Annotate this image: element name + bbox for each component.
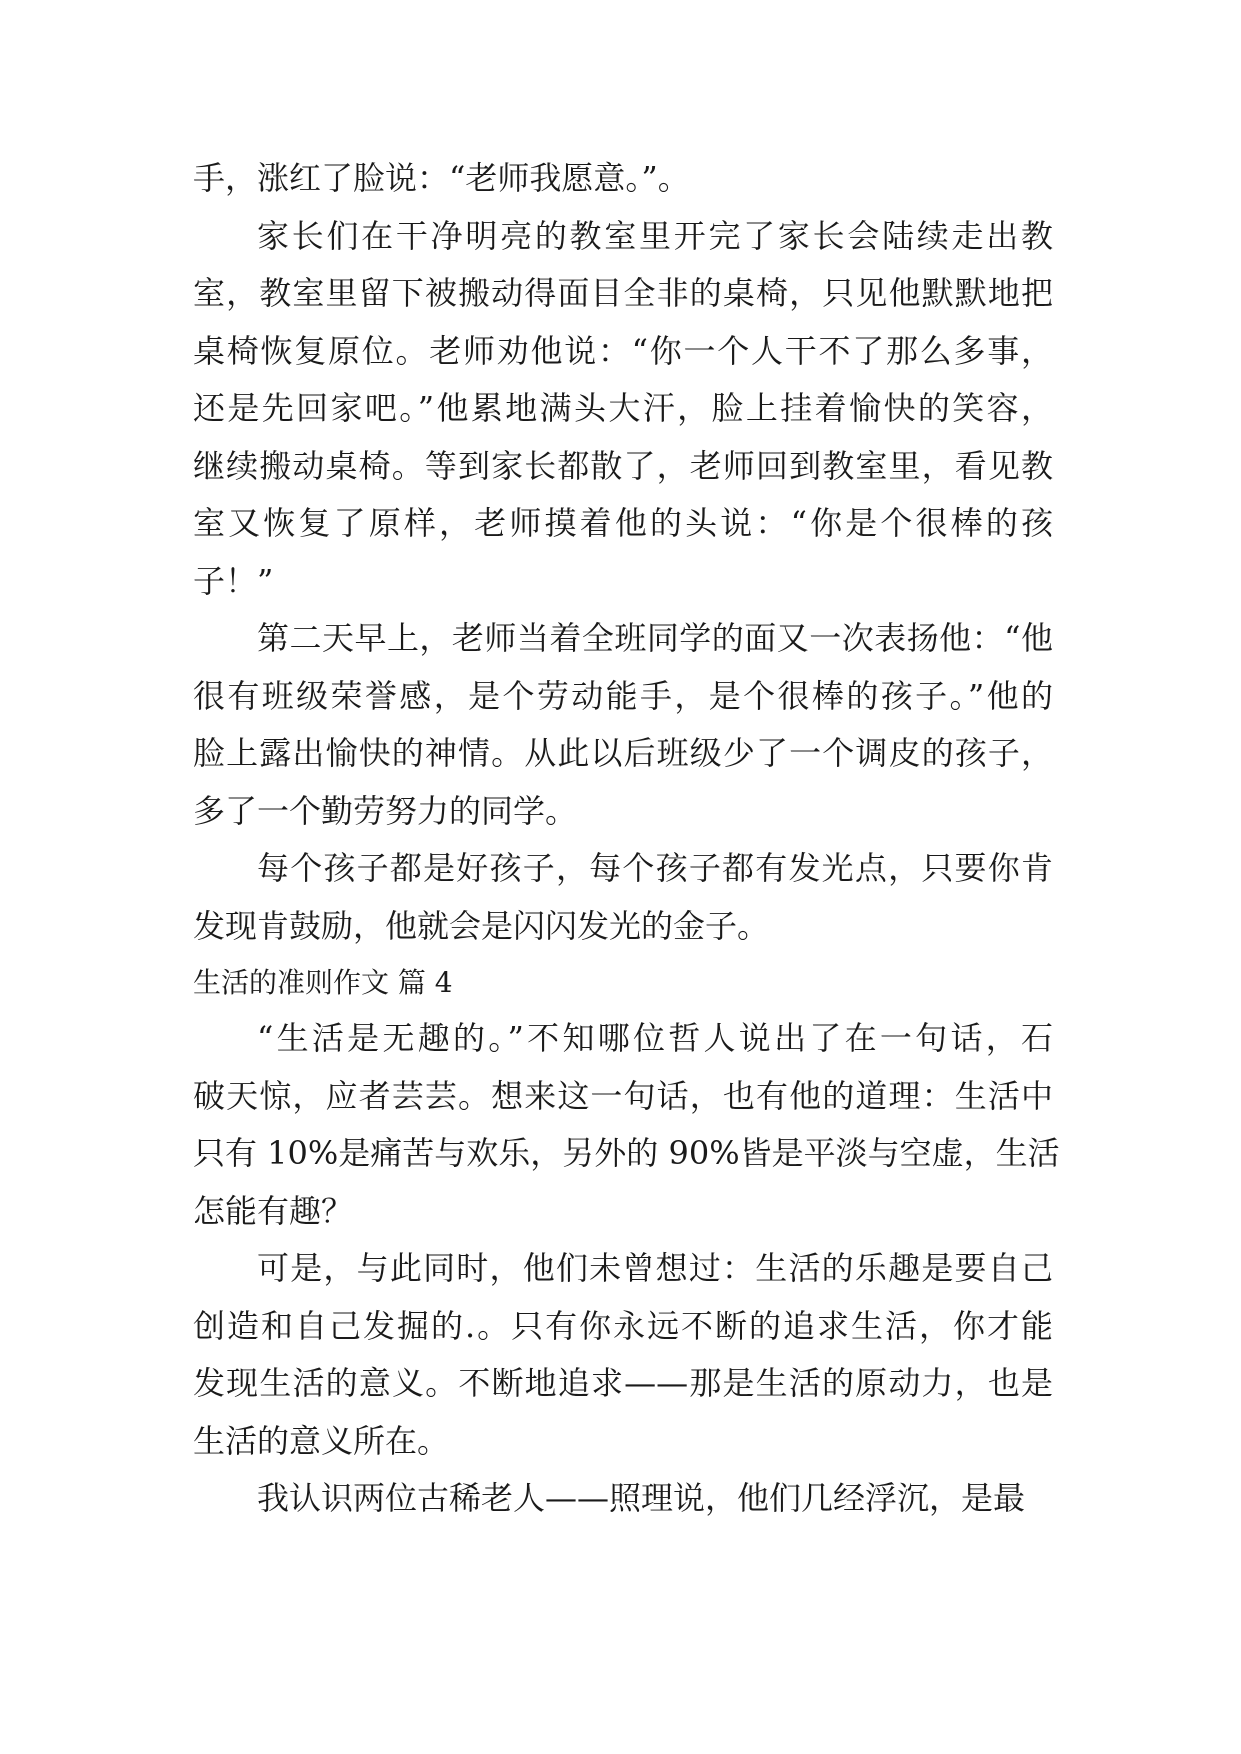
paragraph-line: 还是先回家吧。”他累地满头大汗，脸上挂着愉快的笑容， (193, 389, 1053, 427)
paragraph-line: 室，教室里留下被搬动得面目全非的桌椅，只见他默默地把 (193, 274, 1053, 312)
section-heading: 生活的准则作文 篇 4 (193, 966, 453, 999)
paragraph-line: 每个孩子都是好孩子，每个孩子都有发光点，只要你肯 (257, 849, 1053, 887)
paragraph-line: 破天惊，应者芸芸。想来这一句话，也有他的道理：生活中 (193, 1076, 1053, 1115)
paragraph-line: 发现肯鼓励，他就会是闪闪发光的金子。 (193, 906, 770, 945)
paragraph-line: 创造和自己发掘的.。只有你永远不断的追求生活，你才能 (193, 1306, 1053, 1345)
document-body (193, 150, 1060, 1528)
paragraph-line: “生活是无趣的。”不知哪位哲人说出了在一句话，石 (257, 1019, 1053, 1057)
paragraph-line: 很有班级荣誉感，是个劳动能手，是个很棒的孩子。”他的 (193, 676, 1053, 715)
paragraph-line: 子！” (193, 561, 274, 600)
paragraph-line: 室又恢复了原样，老师摸着他的头说：“你是个很棒的孩 (193, 504, 1053, 542)
paragraph-line: 桌椅恢复原位。老师劝他说：“你一个人干不了那么多事， (193, 331, 1053, 370)
paragraph (193, 208, 1053, 611)
paragraph (193, 840, 1053, 955)
paragraph (193, 1470, 1053, 1528)
paragraph (193, 1010, 1060, 1240)
paragraph-line: 手，涨红了脸说：“老师我愿意。”。 (193, 159, 690, 197)
paragraph-line: 怎能有趣？ (193, 1191, 354, 1230)
paragraph-line: 我认识两位古稀老人——照理说，他们几经浮沉，是最 (257, 1479, 1026, 1517)
paragraph (193, 1240, 1053, 1470)
paragraph-line: 家长们在干净明亮的教室里开完了家长会陆续走出教 (257, 216, 1053, 255)
paragraph-line: 脸上露出愉快的神情。从此以后班级少了一个调皮的孩子， (193, 734, 1053, 772)
paragraph-line: 只有 10%是痛苦与欢乐，另外的 90%皆是平淡与空虚，生活 (193, 1134, 1060, 1172)
paragraph-line: 第二天早上，老师当着全班同学的面又一次表扬他：“他 (257, 619, 1053, 657)
paragraph-line: 生活的意义所在。 (193, 1421, 450, 1460)
paragraph-line: 继续搬动桌椅。等到家长都散了，老师回到教室里，看见教 (193, 446, 1053, 485)
paragraph-line: 多了一个勤劳努力的同学。 (193, 791, 578, 830)
paragraph-line: 发现生活的意义。不断地追求——那是生活的原动力，也是 (193, 1364, 1053, 1402)
paragraph (193, 150, 1053, 208)
paragraph-line: 可是，与此同时，他们未曾想过：生活的乐趣是要自己 (257, 1249, 1053, 1287)
paragraph (193, 610, 1053, 840)
